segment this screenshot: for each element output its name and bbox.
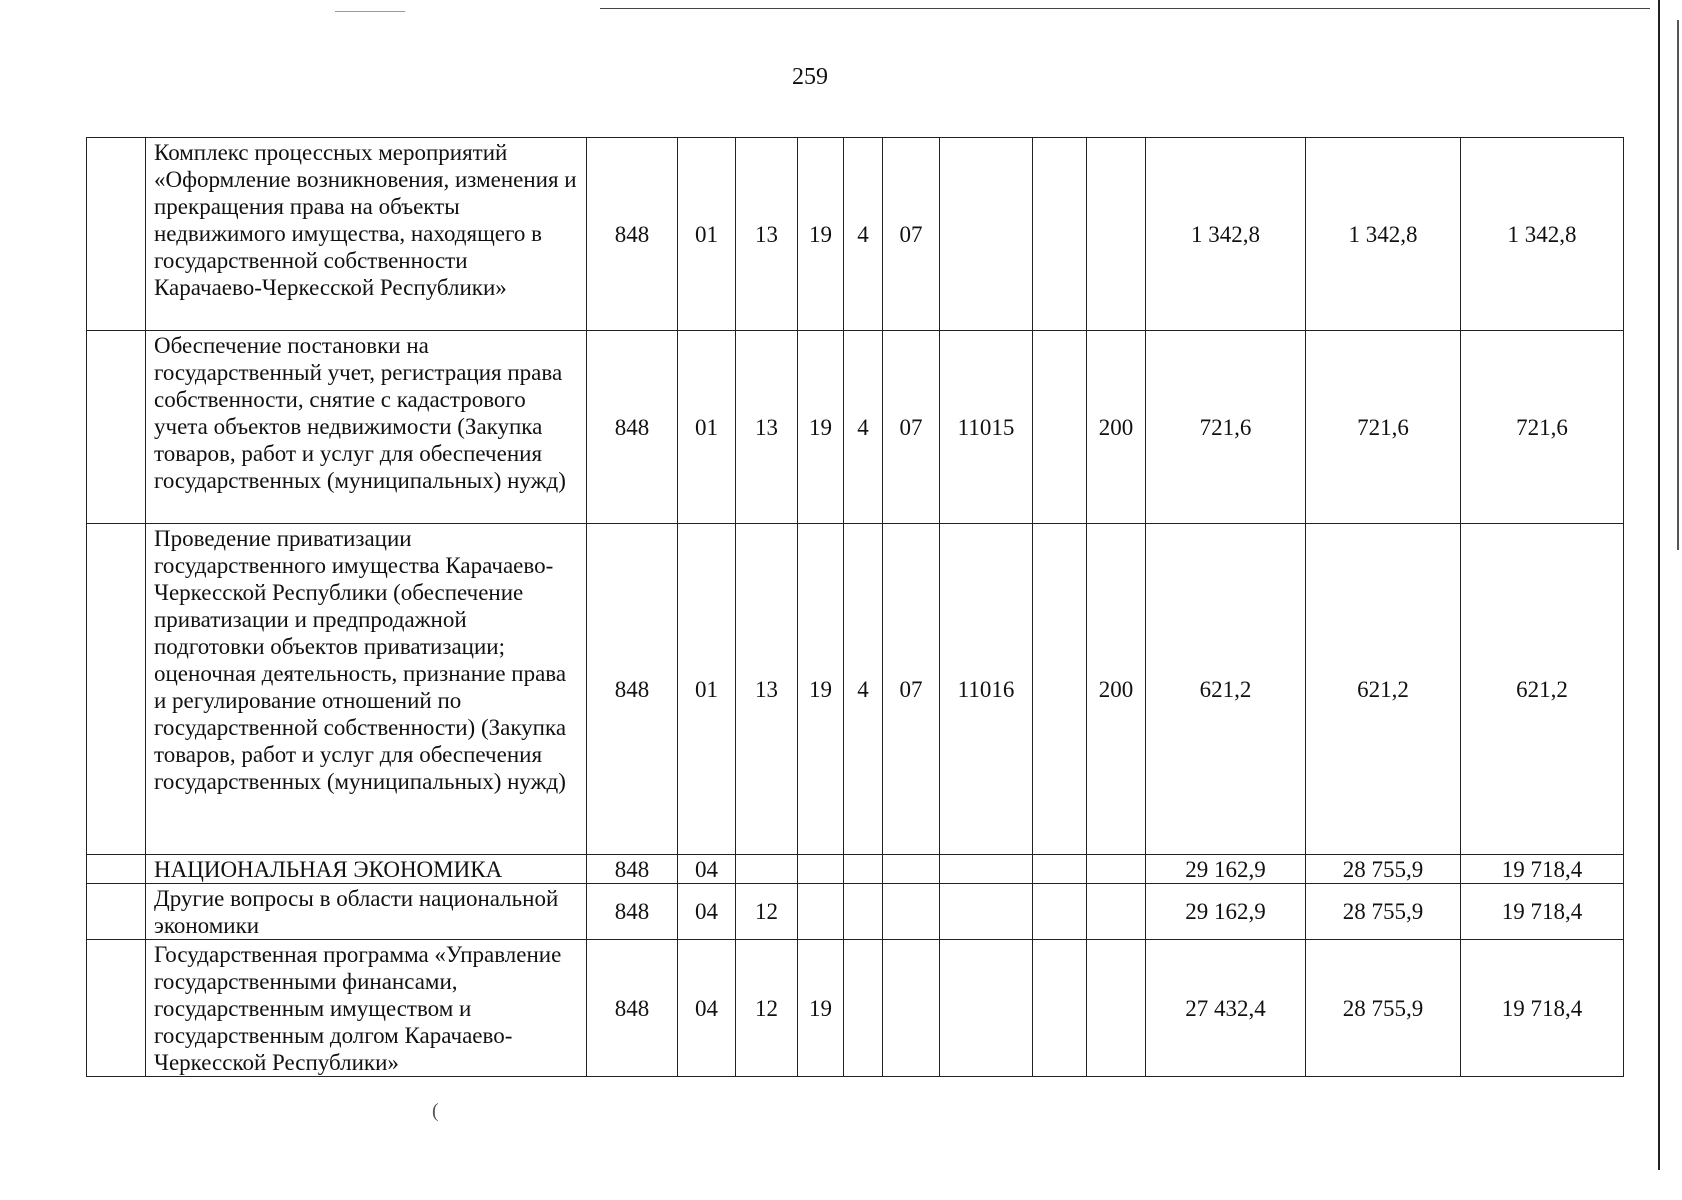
row-name: Другие вопросы в области национальной экономики (146, 884, 587, 940)
row-index-cell (87, 331, 146, 524)
col-extra (1033, 884, 1087, 940)
col-expense-type (1087, 138, 1146, 331)
row-name: НАЦИОНАЛЬНАЯ ЭКОНОМИКА (146, 855, 587, 884)
col-activity (883, 884, 940, 940)
row-name: Обеспечение постановки на государственный учет, регистрация права собственности, снятие с кадастрового учета объектов недвижимости (Закупка товаров, работ и услуг для обеспечения государственных (муниципальных) нужд) (146, 331, 587, 524)
col-subsection: 12 (736, 940, 798, 1077)
amount-year-2: 1 342,8 (1306, 138, 1461, 331)
col-subsection: 13 (736, 331, 798, 524)
scan-top-rule (600, 8, 1650, 9)
col-direction (940, 855, 1033, 884)
col-section: 04 (678, 940, 736, 1077)
scan-top-mark (335, 11, 405, 12)
col-extra (1033, 138, 1087, 331)
table-row (87, 884, 1624, 940)
col-ministry: 848 (587, 884, 678, 940)
col-expense-type: 200 (1087, 524, 1146, 855)
row-name: Комплекс процессных мероприятий «Оформление возникновения, изменения и прекращения права на объекты недвижимого имущества, находящего в государственной собственности Карачаево-Черкесской Республики» (146, 138, 587, 331)
col-activity: 07 (883, 331, 940, 524)
amount-year-1: 27 432,4 (1146, 940, 1306, 1077)
col-program (798, 884, 844, 940)
col-subprogram (844, 940, 883, 1077)
col-section: 01 (678, 331, 736, 524)
table-row (87, 524, 1624, 855)
col-subprogram (844, 855, 883, 884)
scan-right-edge (1658, 0, 1660, 1170)
page-number: 259 (792, 64, 828, 90)
col-direction (940, 138, 1033, 331)
col-expense-type (1087, 855, 1146, 884)
col-subprogram: 4 (844, 524, 883, 855)
table-row (87, 138, 1624, 331)
table-row (87, 940, 1624, 1077)
col-section: 04 (678, 884, 736, 940)
amount-year-2: 621,2 (1306, 524, 1461, 855)
col-subsection: 13 (736, 138, 798, 331)
amount-year-1: 1 342,8 (1146, 138, 1306, 331)
amount-year-3: 721,6 (1461, 331, 1624, 524)
col-section: 01 (678, 524, 736, 855)
amount-year-2: 28 755,9 (1306, 884, 1461, 940)
col-direction: 11015 (940, 331, 1033, 524)
amount-year-2: 28 755,9 (1306, 940, 1461, 1077)
col-program (798, 855, 844, 884)
col-direction (940, 940, 1033, 1077)
col-expense-type (1087, 884, 1146, 940)
col-subprogram: 4 (844, 138, 883, 331)
col-direction: 11016 (940, 524, 1033, 855)
col-ministry: 848 (587, 855, 678, 884)
col-extra (1033, 331, 1087, 524)
col-activity (883, 940, 940, 1077)
col-subsection: 13 (736, 524, 798, 855)
col-subprogram: 4 (844, 331, 883, 524)
col-activity (883, 855, 940, 884)
amount-year-2: 721,6 (1306, 331, 1461, 524)
amount-year-1: 621,2 (1146, 524, 1306, 855)
amount-year-2: 28 755,9 (1306, 855, 1461, 884)
col-extra (1033, 940, 1087, 1077)
row-index-cell (87, 940, 146, 1077)
amount-year-3: 19 718,4 (1461, 884, 1624, 940)
scan-speck: ( (432, 1100, 439, 1122)
col-ministry: 848 (587, 331, 678, 524)
amount-year-3: 19 718,4 (1461, 940, 1624, 1077)
col-ministry: 848 (587, 138, 678, 331)
col-program: 19 (798, 524, 844, 855)
amount-year-3: 19 718,4 (1461, 855, 1624, 884)
col-ministry: 848 (587, 524, 678, 855)
col-program: 19 (798, 331, 844, 524)
row-index-cell (87, 884, 146, 940)
col-program: 19 (798, 138, 844, 331)
col-activity: 07 (883, 524, 940, 855)
col-expense-type (1087, 940, 1146, 1077)
col-section: 04 (678, 855, 736, 884)
col-program: 19 (798, 940, 844, 1077)
col-expense-type: 200 (1087, 331, 1146, 524)
col-subprogram (844, 884, 883, 940)
col-section: 01 (678, 138, 736, 331)
col-ministry: 848 (587, 940, 678, 1077)
table-row (87, 331, 1624, 524)
amount-year-1: 721,6 (1146, 331, 1306, 524)
amount-year-1: 29 162,9 (1146, 884, 1306, 940)
scan-right-edge-secondary (1677, 20, 1679, 550)
col-subsection: 12 (736, 884, 798, 940)
budget-table (86, 137, 1624, 1077)
row-index-cell (87, 855, 146, 884)
col-extra (1033, 524, 1087, 855)
row-name: Государственная программа «Управление государственными финансами, государственным имуществом и государственным долгом Карачаево-Черкесской Республики» (146, 940, 587, 1077)
col-activity: 07 (883, 138, 940, 331)
row-name: Проведение приватизации государственного имущества Карачаево-Черкесской Республики (обеспечение приватизации и предпродажной подготовки объектов приватизации; оценочная деятельность, признание права и регулирование отношений по государственной собственности) (Закупка товаров, работ и услуг для обеспечения государственных (муниципальных) нужд) (146, 524, 587, 855)
row-index-cell (87, 524, 146, 855)
col-subsection (736, 855, 798, 884)
col-direction (940, 884, 1033, 940)
col-extra (1033, 855, 1087, 884)
amount-year-1: 29 162,9 (1146, 855, 1306, 884)
row-index-cell (87, 138, 146, 331)
amount-year-3: 1 342,8 (1461, 138, 1624, 331)
table-row (87, 855, 1624, 884)
amount-year-3: 621,2 (1461, 524, 1624, 855)
